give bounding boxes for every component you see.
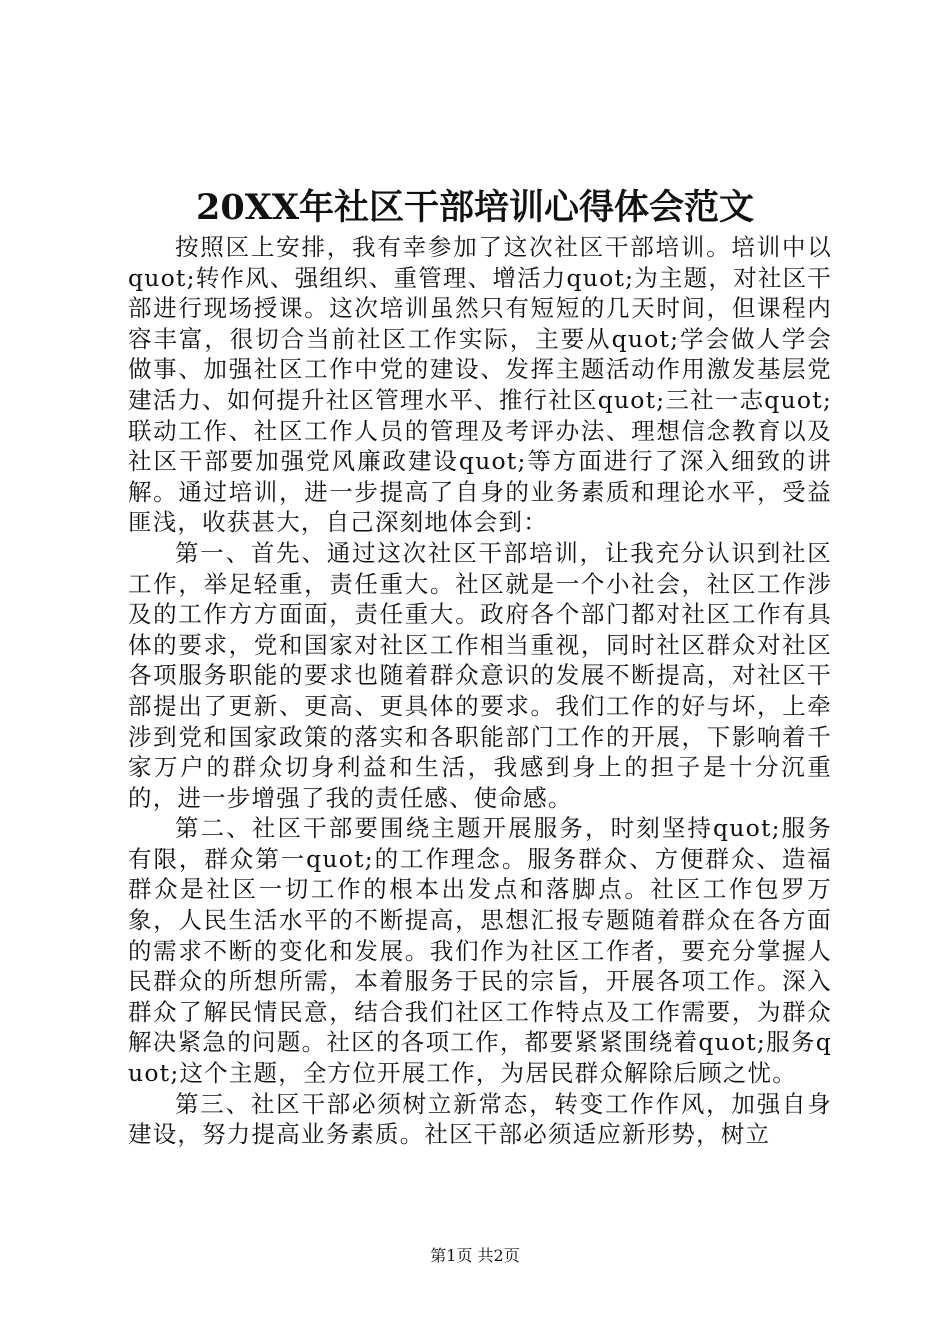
- paragraph-first: 第一、首先、通过这次社区干部培训，让我充分认识到社区工作，举足轻重，责任重大。社区就是一个小社会，社区工作涉及的工作方方面面，责任重大。政府各个部门都对社区工作有具体的要求，党和国家对社区工作相当重视，同时社区群众对社区各项服务职能的要求也随着群众意识的发展不断提高，对社区干部提出了更新、更高、更具体的要求。我们工作的好与坏，上牵涉到党和国家政策的落实和各职能部门工作的开展，下影响着千家万户的群众切身利益和生活，我感到身上的担子是十分沉重的，进一步增强了我的责任感、使命感。: [128, 538, 832, 812]
- paragraph-third: 第三、社区干部必须树立新常态，转变工作作风，加强自身建设，努力提高业务素质。社区干部必须适应新形势，树立: [128, 1089, 832, 1149]
- document-body: [128, 232, 832, 1150]
- paragraph-intro: 按照区上安排，我有幸参加了这次社区干部培训。培训中以quot;转作风、强组织、重管理、增活力quot;为主题，对社区干部进行现场授课。这次培训虽然只有短短的几天时间，但课程内容丰富，很切合当前社区工作实际，主要从quot;学会做人学会做事、加强社区工作中党的建设、发挥主题活动作用激发基层党建活力、如何提升社区管理水平、推行社区quot;三社一志quot;联动工作、社区工作人员的管理及考评办法、理想信念教育以及社区干部要加强党风廉政建设quot;等方面进行了深入细致的讲解。通过培训，进一步提高了自身的业务素质和理论水平，受益匪浅，收获甚大，自己深刻地体会到：: [128, 233, 832, 537]
- document-title: 20XX年社区干部培训心得体会范文: [195, 187, 755, 228]
- paragraph-second: 第二、社区干部要围绕主题开展服务，时刻坚持quot;服务有限，群众第一quot;的工作理念。服务群众、方便群众、造福群众是社区一切工作的根本出发点和落脚点。社区工作包罗万象，人民生活水平的不断提高，思想汇报专题随着群众在各方面的需求不断的变化和发展。我们作为社区工作者，要充分掌握人民群众的所想所需，本着服务于民的宗旨，开展各项工作。深入群众了解民情民意，结合我们社区工作特点及工作需要，为群众解决紧急的问题。社区的各项工作，都要紧紧围绕着quot;服务quot;这个主题，全方位开展工作，为居民群众解除后顾之忧。: [128, 814, 832, 1088]
- page-footer: 第1页 共2页: [430, 1246, 520, 1265]
